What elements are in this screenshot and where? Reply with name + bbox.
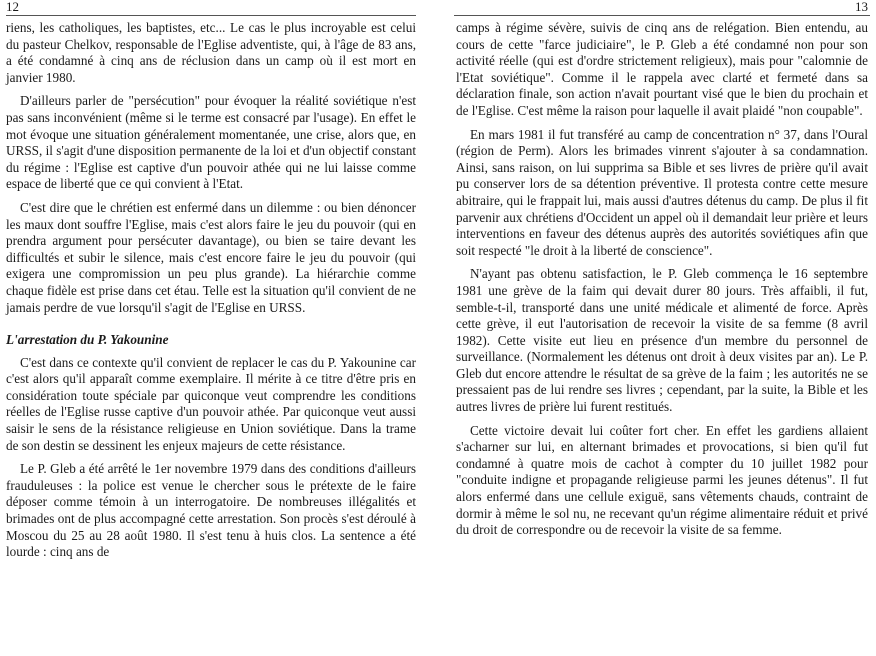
paragraph: Le P. Gleb a été arrêté le 1er novembre 1979 dans des conditions d'ailleurs frauduleuses : la police est venue le chercher sous le prétexte de le faire déposer comme témoin à un interrogatoire. De nombreuses illégalités et brimades ont de plus accompagné cette arrestation. Son procès s'est déroulé à Moscou du 25 au 28 août 1980. Il s'est tenu à huis clos. La sentence a été lourde : cinq ans de: [6, 461, 416, 560]
paragraph: Cette victoire devait lui coûter fort cher. En effet les gardiens allaient s'acharner sur lui, en alternant brimades et provocations, si bien qu'il fut condamné à quatre mois de cachot à compter du 10 juillet 1982 pour "conduite indigne et propagande religieuse parmi les jeunes détenus". Il fut alors enfermé dans une cellule exiguë, sans vêtements chauds, contraint de dormir à même le sol nu, ne recevant qu'un régime alimentaire réduit et privé du droit de correspondre ou de recevoir la visite de sa femme.: [456, 422, 868, 538]
paragraph: N'ayant pas obtenu satisfaction, le P. Gleb commença le 16 septembre 1981 une grève de la faim qui devait durer 80 jours. Très affaibli, il fut, semble-t-il, transporté dans une unité médicale et alimenté de force. Après cette grève, il eut l'autorisation de recevoir la visite de sa femme (8 avril 1982). Cette visite eut lieu en présence d'un membre du personnel de surveillance. (Normalement les détenus ont droit à deux visites par an). Le P. Gleb dut encore attendre le résultat de sa grève de la faim ; les autorités ne se pressaient pas de lui rendre ses livres ; cependant, par la suite, la Bible et les autres livres de prière lui furent restitués.: [456, 266, 868, 415]
paragraph: riens, les catholiques, les baptistes, etc... Le cas le plus incroyable est celui du pasteur Chelkov, responsable de l'Eglise adventiste, qui, à l'âge de 83 ans, a été condamné à cinq ans de réclusion dans un camp où il est mort en janvier 1980.: [6, 20, 416, 85]
header-rule-right: [454, 15, 870, 16]
header-rule-left: [6, 15, 416, 16]
left-page: [0, 0, 430, 656]
paragraph: camps à régime sévère, suivis de cinq ans de relégation. Bien entendu, au cours de cette "farce judiciaire", le P. Gleb a été condamné non pour son activité réelle (qui est d'ordre strictement religieux), mais pour "calomnie de l'Etat soviétique". Comme il le rappela avec clarté et fermeté dans sa déclaration finale, son action n'avait pourtant visé que le bien du prochain et de l'Eglise. C'est même la raison pour laquelle il avait plaidé "non coupable".: [456, 20, 868, 118]
page-number-left: 12: [6, 0, 19, 14]
paragraph: D'ailleurs parler de "persécution" pour évoquer la réalité soviétique n'est pas sans inconvénient (même si le terme est consacré par l'usage). En effet le mot évoque une situation généralement momentanée, une crise, alors que, en URSS, il s'agit d'une disposition permanente de la loi et d'un objectif constant du régime : l'Eglise est captive d'un pouvoir athée qui ne lui laisse comme espace de liberté que ce qui convient à l'Etat.: [6, 93, 416, 192]
left-page-text: [6, 20, 416, 568]
section-heading: L'arrestation du P. Yakounine: [6, 332, 169, 348]
page-number-right: 13: [855, 0, 868, 14]
right-page: [446, 0, 870, 656]
paragraph: C'est dire que le chrétien est enfermé dans un dilemme : ou bien dénoncer les maux dont souffre l'Eglise, mais c'est alors faire le jeu du pouvoir (qui en prendra argument pour persécuter davantage), ou bien se taire devant les difficultés et subir le silence, mais c'est encore faire le jeu du pouvoir (qui exigera une compromission un peu plus grande). La hiérarchie comme chaque fidèle est prise dans cet étau. Telle est la situation qu'il convient de ne jamais perdre de vue lorsqu'il s'agit de l'Eglise en URSS.: [6, 199, 416, 315]
paragraph: En mars 1981 il fut transféré au camp de concentration n° 37, dans l'Oural (région de Perm). Alors les brimades vinrent s'ajouter à sa condamnation. Ainsi, sans raison, on lui supprima sa Bible et ses livres de prière qu'il avait pu conserver lors de sa détention préventive. Il protesta contre cette mesure abitraire, qui le frappait lui, mais aussi d'autres détenus du camp. De plus il fit parvenir aux chrétiens d'Occident un appel où il demandait leur prière et leurs interventions en faveur des détenus auprès des autorités soviétiques afin que soit respecté "le droit à la liberté de conscience".: [456, 126, 868, 258]
right-page-text: [456, 20, 868, 546]
paragraph: C'est dans ce contexte qu'il convient de replacer le cas du P. Yakounine car c'est alors qu'il apparaît comme exemplaire. Il mérite à ce titre d'être pris en considération toute spéciale par quiconque veut comprendre les conditions réelles de l'Eglise russe captive d'un pouvoir athée. Par quiconque veut aussi saisir le sens de la résistance religieuse en Union soviétique. Dans la trame de son destin se dessinent les enjeux majeurs de cette résistance.: [6, 354, 416, 453]
